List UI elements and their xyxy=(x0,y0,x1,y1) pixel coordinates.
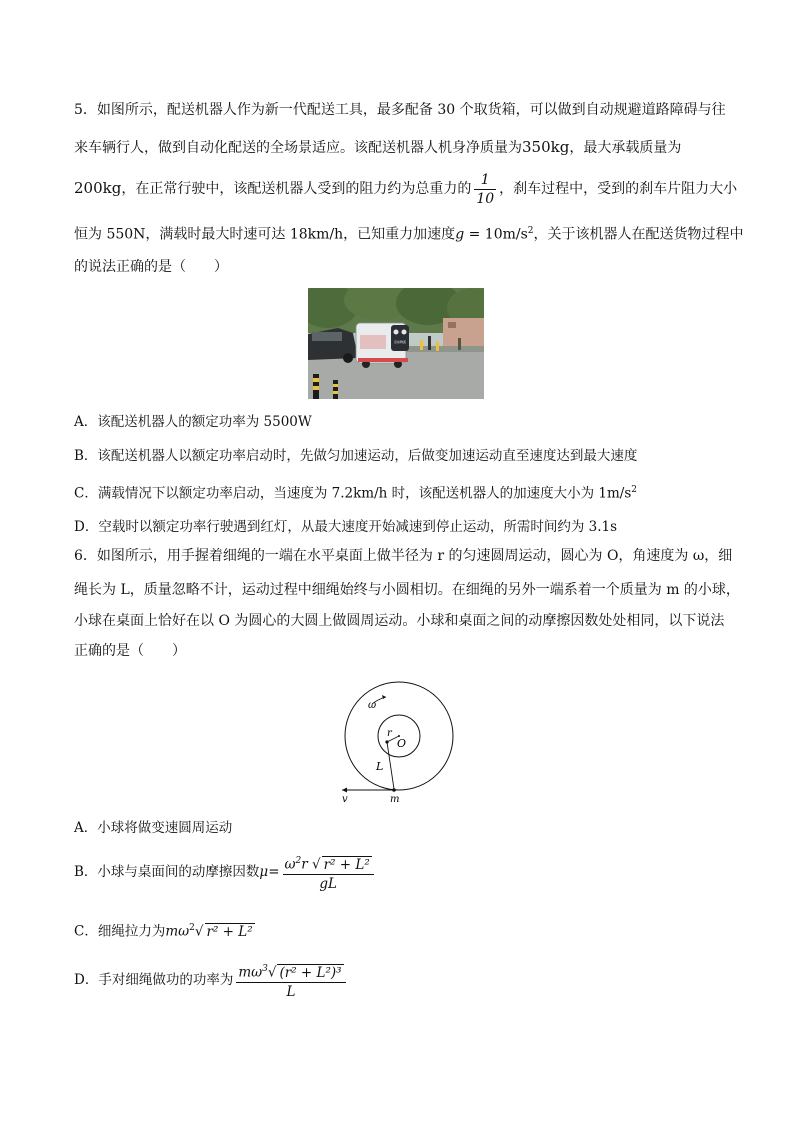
r-symbol: r xyxy=(301,856,308,873)
omega-exponent: 3 xyxy=(262,964,268,975)
q5-option-b: B．该配送机器人以额定功率启动时，先做匀加速运动，后做变加速运动直至速度达到最大速度 xyxy=(74,448,638,464)
sqrt-icon: √ xyxy=(267,964,277,981)
q5-line-2-text: 来车辆行人，做到自动化配送的全场景适应。该配送机器人机身净质量为 xyxy=(74,140,522,156)
q5-fraction xyxy=(474,171,496,208)
q5-line-2 xyxy=(74,137,681,158)
velocity-label: v xyxy=(342,794,348,805)
q5-fraction-denominator: 10 xyxy=(476,190,495,207)
q5-line-3-text: ，在正常行驶中，该配送机器人受到的阻力约为总重力的 xyxy=(121,181,472,197)
q6-option-d-fraction xyxy=(236,960,345,1001)
center-label: O xyxy=(397,737,407,750)
string-line xyxy=(387,742,394,789)
q6-line-3: 小球在桌面上恰好在以 O 为圆心的大圆上做圆周运动。小球和桌面之间的动摩擦因数处处相同，以下说法 xyxy=(74,613,725,629)
sqrt-content: (r² + L²)³ xyxy=(279,964,342,981)
circular-motion-diagram xyxy=(334,678,474,806)
q5-line-4 xyxy=(74,221,744,245)
omega-label: ω xyxy=(368,700,377,711)
sqrt-content: r² + L² xyxy=(323,856,370,873)
q6-option-c-text: C．细绳拉力为 xyxy=(74,923,166,940)
delivery-robot-photo-svg xyxy=(308,288,484,399)
q5-g-symbol: g xyxy=(455,226,465,243)
q5-option-c-text: C．满载情况下以额定功率启动，当速度为 7.2km/h 时，该配送机器人的加速度大小为 1m/s xyxy=(74,485,632,502)
q6-line-1: 6．如图所示，用手握着细绳的一端在水平桌面上做半径为 r 的匀速圆周运动，圆心为 O，角速度为 ω，细 xyxy=(74,548,733,564)
q6-option-b xyxy=(74,852,377,893)
q5-line-5: 的说法正确的是（ ） xyxy=(74,259,228,275)
radius-label: r xyxy=(387,728,392,739)
q6-option-d-denominator: L xyxy=(286,983,296,1000)
sqrt-content: r² + L² xyxy=(206,923,253,940)
q5-load-value: 200kg xyxy=(74,179,122,197)
q5-line-1: 5．如图所示，配送机器人作为新一代配送工具，最多配备 30 个取货箱，可以做到自动规避道路障碍与往 xyxy=(74,102,726,118)
q5-option-d: D．空载时以额定功率行驶遇到红灯，从最大速度开始减速到停止运动，所需时间约为 3.1s xyxy=(74,519,618,535)
omega-exponent: 2 xyxy=(295,856,302,867)
q5-option-a: A．该配送机器人的额定功率为 5500W xyxy=(74,414,312,430)
sqrt-icon: √ xyxy=(312,856,321,873)
q6-line-4: 正确的是（ ） xyxy=(74,643,186,659)
q6-option-d xyxy=(74,960,349,1001)
q5-g-exponent: 2 xyxy=(527,226,534,236)
omega-exponent: 2 xyxy=(189,923,195,933)
omega-symbol: ω xyxy=(284,856,296,873)
q5-line-4-tail: ，关于该机器人在配送货物过程中 xyxy=(533,226,744,243)
q6-option-b-denominator: gL xyxy=(319,875,337,892)
q5-mass-value: 350kg xyxy=(522,138,570,156)
q6-option-b-numerator xyxy=(283,852,374,875)
circular-motion-svg xyxy=(334,678,474,806)
q6-option-a: A．小球将做变速圆周运动 xyxy=(74,820,233,836)
mass-label: m xyxy=(390,794,400,805)
robot-screen-text: 京东物流 xyxy=(394,340,407,344)
q5-line-4-text: 恒为 550N，满载时最大时速可达 18km/h，已知重力加速度 xyxy=(74,226,456,243)
m-omega-symbol: mω xyxy=(238,964,263,981)
q5-option-c-exponent: 2 xyxy=(631,485,637,495)
q5-line-2-tail: ，最大承载质量为 xyxy=(569,140,682,156)
string-length-label: L xyxy=(376,760,384,773)
delivery-robot-photo xyxy=(308,288,484,399)
q5-line-3-tail: ，刹车过程中，受到的刹车片阻力大小 xyxy=(499,181,738,197)
sqrt-icon: √ xyxy=(194,923,204,940)
q6-option-d-text: D．手对细绳做功的功率为 xyxy=(74,972,234,988)
q6-option-d-numerator xyxy=(236,960,345,983)
q6-line-2: 绳长为 L，质量忽略不计，运动过程中细绳始终与小圆相切。在细绳的另外一端系着一个质量为 m 的小球， xyxy=(74,582,740,598)
m-omega-symbol: mω xyxy=(165,923,190,940)
q6-option-c xyxy=(74,918,255,942)
mu-symbol: μ= xyxy=(259,864,280,880)
q5-fraction-numerator: 1 xyxy=(474,171,496,190)
q6-option-b-text: B．小球与桌面间的动摩擦因数 xyxy=(74,864,260,880)
q5-g-value: = 10m/s xyxy=(464,226,528,243)
q6-option-b-fraction xyxy=(283,852,374,893)
q5-line-3 xyxy=(74,170,737,208)
q5-option-c xyxy=(74,480,637,504)
